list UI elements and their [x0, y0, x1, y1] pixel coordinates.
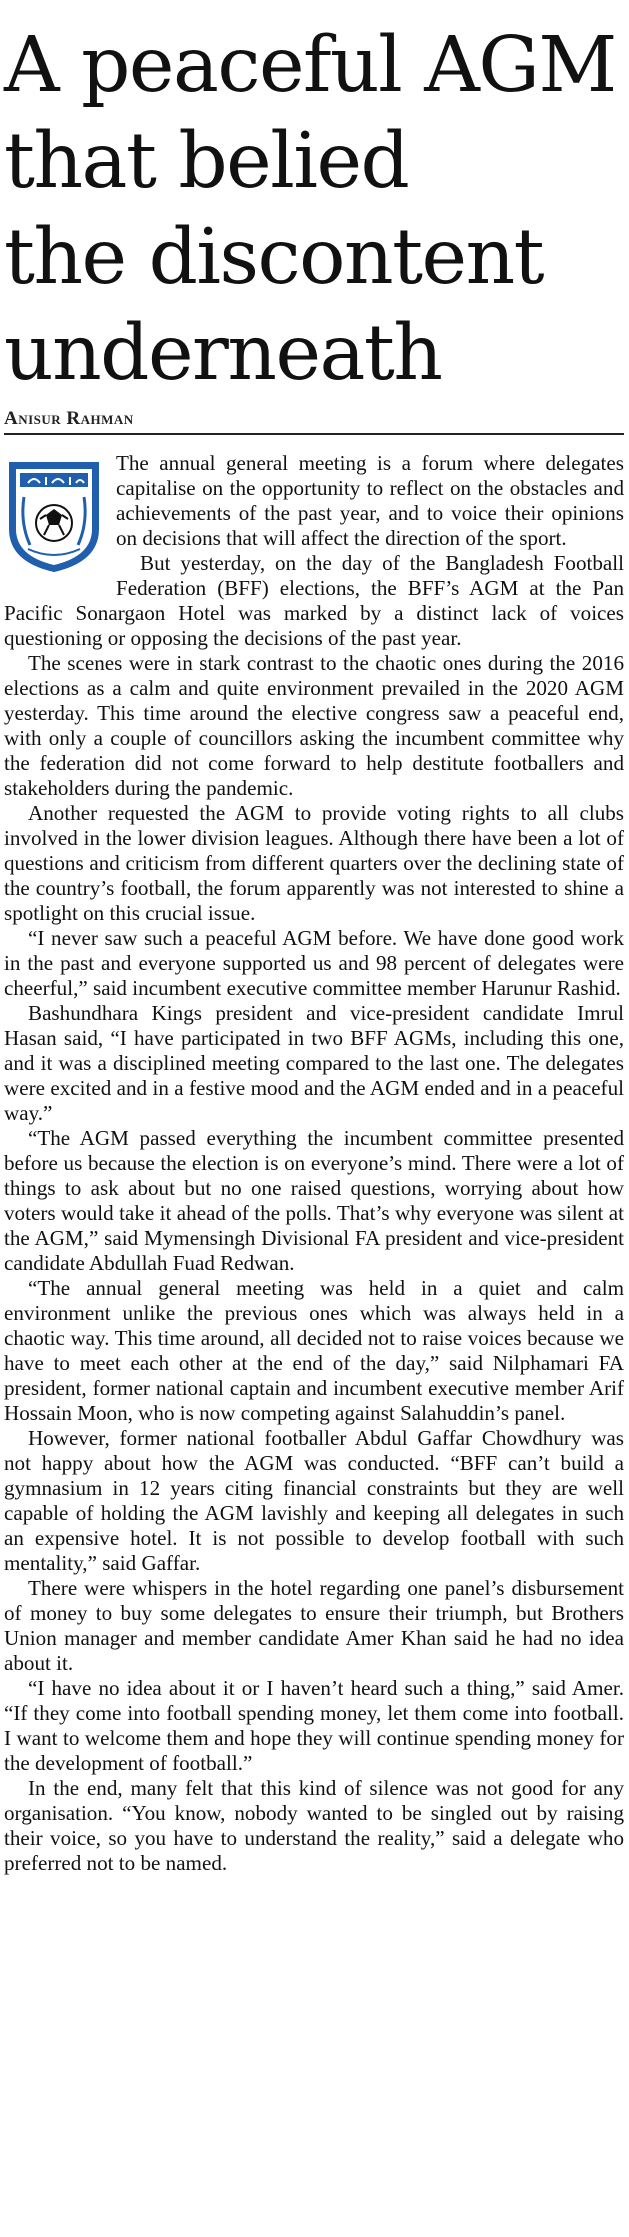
paragraph: “I never saw such a peaceful AGM before. We have done good work in the past and everyone supported us and 98 percent of delegates were cheerful,” said incumbent executive committee member Harunur Rashid. [4, 926, 624, 1000]
bff-logo-icon [4, 457, 104, 575]
news-article [4, 0, 624, 1876]
headline [4, 0, 624, 402]
paragraph: There were whispers in the hotel regarding one panel’s disbursement of money to buy some delegates to ensure their triumph, but Brothers Union manager and member candidate Amer Khan said he had no idea about it. [4, 1576, 624, 1675]
paragraph: The scenes were in stark contrast to the chaotic ones during the 2016 elections as a calm and quite environment prevailed in the 2020 AGM yesterday. This time around the elective congress saw a peaceful end, with only a couple of councillors asking the incumbent committee why the federation did not come forward to help destitute footballers and stakeholders during the pandemic. [4, 651, 624, 800]
headline-line: underneath [4, 309, 442, 398]
paragraph: But yesterday, on the day of the Bangladesh Football Federation (BFF) elections, the BFF’s AGM at the Pan Pacific Sonargaon Hotel was marked by a distinct lack of voices questioning or opposing the decisions of the past year. [4, 551, 624, 650]
paragraph: “The annual general meeting was held in a quiet and calm environment unlike the previous ones which was always held in a chaotic way. This time around, all decided not to raise voices because we have to meet each other at the end of the day,” said Nilphamari FA president, former national captain and incumbent executive member Arif Hossain Moon, who is now competing against Salahuddin’s panel. [4, 1276, 624, 1425]
article-body [4, 451, 624, 1876]
byline: Anisur Rahman [4, 408, 624, 435]
paragraph: Another requested the AGM to provide voting rights to all clubs involved in the lower division leagues. Although there have been a lot of questions and criticism from different quarters over the declining state of the country’s football, the forum apparently was not interested to shine a spotlight on this crucial issue. [4, 801, 624, 925]
paragraph: However, former national footballer Abdul Gaffar Chowdhury was not happy about how the AGM was conducted. “BFF can’t build a gymnasium in 12 years citing financial constraints but they are well capable of holding the AGM lavishly and keeping all delegates in such an expensive hotel. It is not possible to develop football with such mentality,” said Gaffar. [4, 1426, 624, 1575]
headline-line: that belied [4, 117, 409, 206]
headline-line: A peaceful AGM [4, 21, 616, 110]
paragraph: The annual general meeting is a forum where delegates capitalise on the opportunity to reflect on the obstacles and achievements of the past year, and to voice their opinions on decisions that will affect the direction of the sport. [116, 451, 624, 550]
paragraph: In the end, many felt that this kind of silence was not good for any organisation. “You know, nobody wanted to be singled out by raising their voice, so you have to understand the reality,” said a delegate who preferred not to be named. [4, 1776, 624, 1875]
paragraph: Bashundhara Kings president and vice-president candidate Imrul Hasan said, “I have participated in two BFF AGMs, including this one, and it was a disciplined meeting compared to the last one. The delegates were excited and in a festive mood and the AGM ended and in a peaceful way.” [4, 1001, 624, 1125]
paragraph: “I have no idea about it or I haven’t heard such a thing,” said Amer. “If they come into football spending money, let them come into football. I want to welcome them and hope they will continue spending money for the development of football.” [4, 1676, 624, 1775]
paragraph: “The AGM passed everything the incumbent committee presented before us because the election is on everyone’s mind. There were a lot of things to ask about but no one raised questions, worrying about how voters would take it ahead of the polls. That’s why everyone was silent at the AGM,” said Mymensingh Divisional FA president and vice-president candidate Abdullah Fuad Redwan. [4, 1126, 624, 1275]
headline-line: the discontent [4, 213, 544, 302]
